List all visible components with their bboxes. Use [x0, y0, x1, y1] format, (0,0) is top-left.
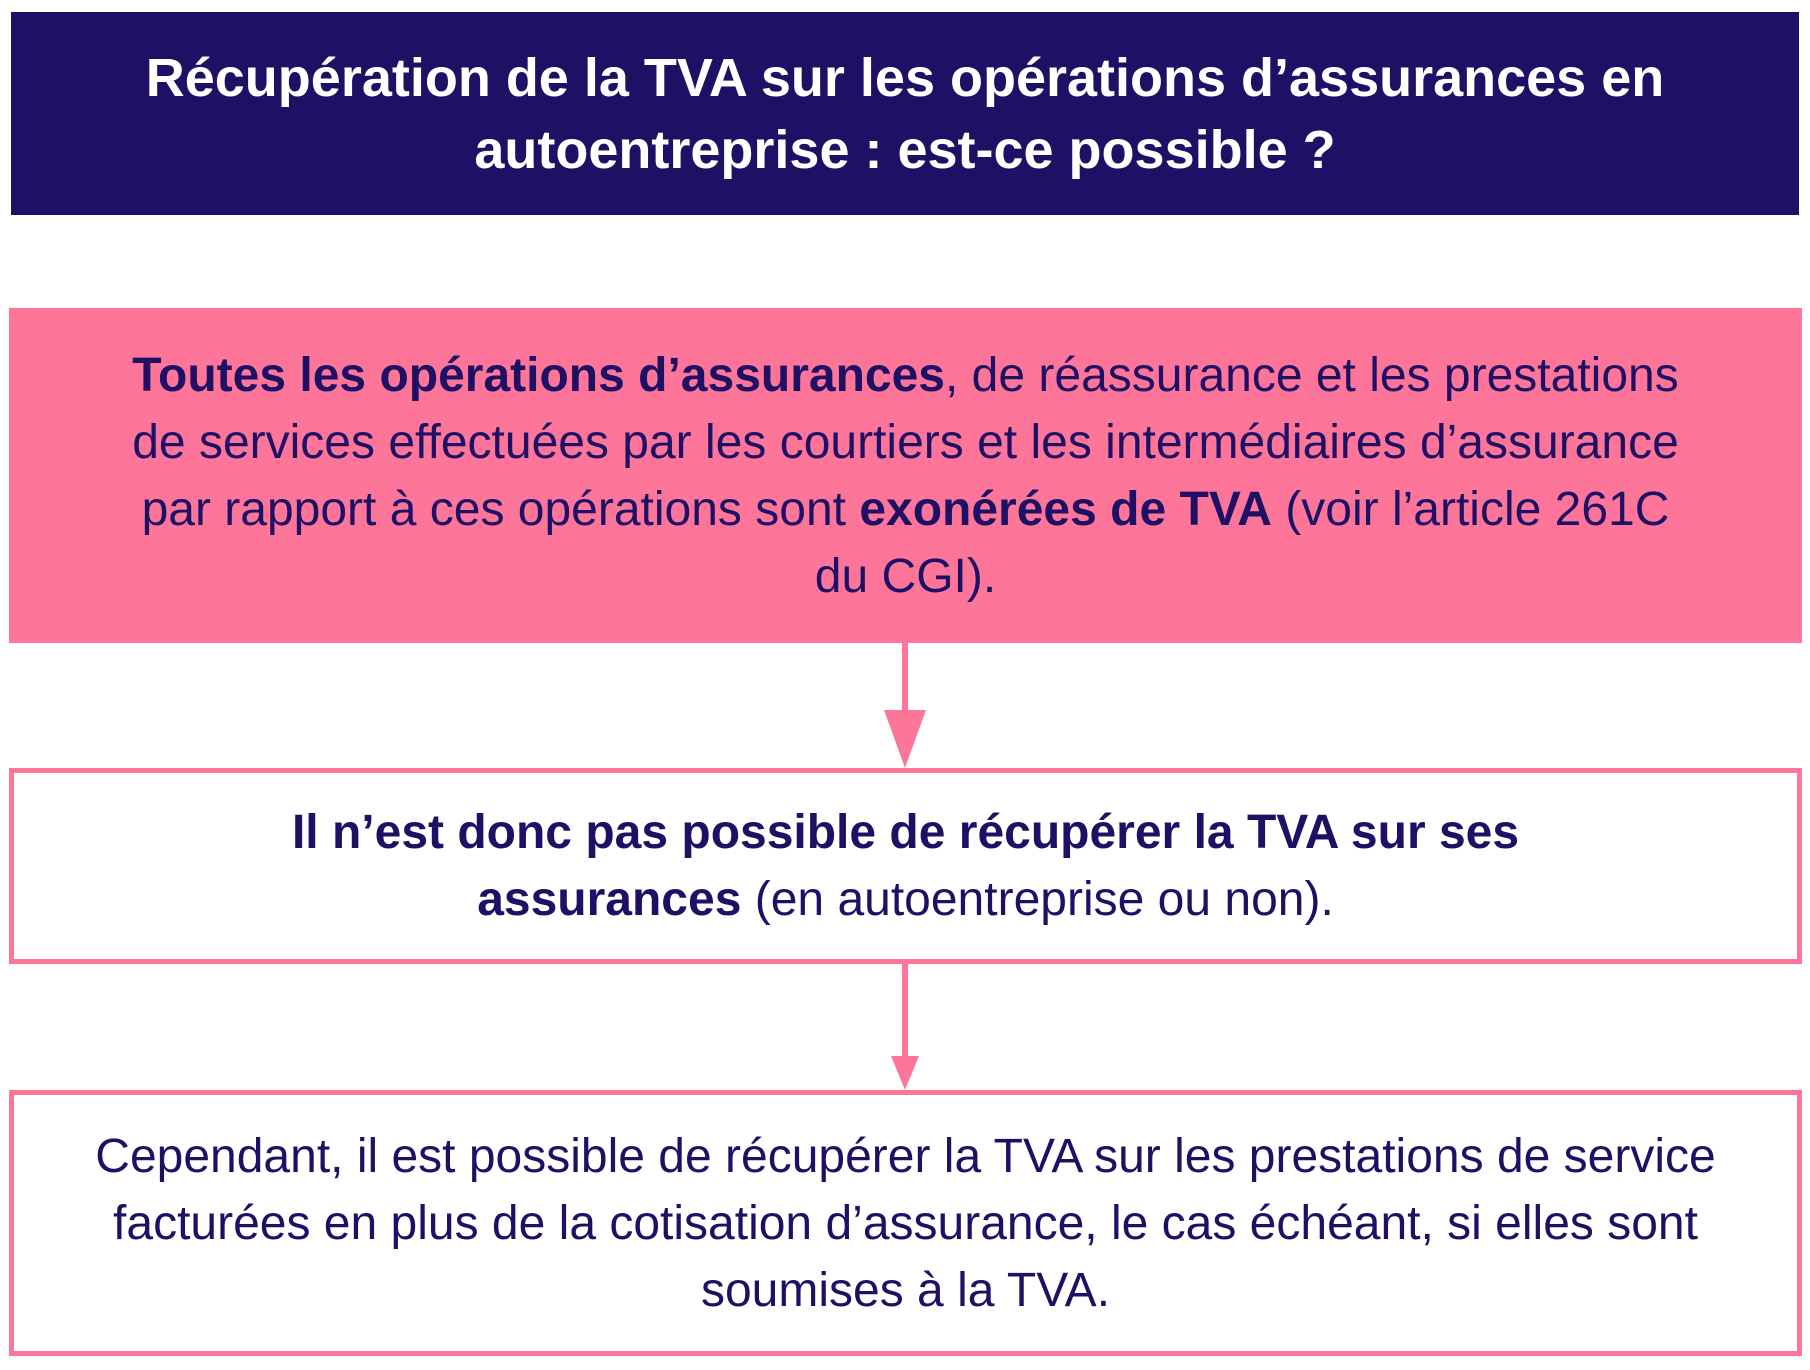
exception-text: Cependant, il est possible de récupérer la TVA sur les prestations de service facturées en plus de la cotisation d’assurance, le cas échéant, si elles sont soumises à la TVA.: [95, 1129, 1716, 1317]
consequence-bold: Il n’est donc pas possible de récupérer la TVA sur ses assurances: [291, 806, 1520, 926]
exemption-bold-2: exonérées de TVA: [859, 482, 1272, 536]
consequence-rest: (en autoentreprise ou non).: [741, 873, 1334, 926]
page-title: [146, 42, 1665, 186]
exemption-bold-1: Toutes les opérations d’assurances: [132, 348, 945, 402]
exemption-text: [129, 342, 1682, 610]
title-line-1: Récupération de la TVA sur les opérations d’assurances en: [145, 47, 1665, 108]
title-line-2: autoentreprise : est-ce possible ?: [474, 119, 1336, 180]
consequence-box: [9, 768, 1802, 964]
arrow-2: [891, 964, 919, 1090]
arrow-1-head: [884, 710, 926, 768]
arrow-2-head: [891, 1056, 919, 1090]
exemption-box: [9, 308, 1802, 643]
exception-box: [9, 1090, 1802, 1356]
consequence-text: [174, 799, 1637, 933]
arrow-1: [884, 643, 926, 768]
title-box: [11, 12, 1799, 215]
exemption-text-2: (voir l’article 261C du CGI).: [814, 482, 1670, 603]
exemption-text-1: , de réassurance et les prestations de services effectuées par les courtiers et les intermédiaires d’assurance par rapport à ces opérations sont: [132, 348, 1679, 536]
